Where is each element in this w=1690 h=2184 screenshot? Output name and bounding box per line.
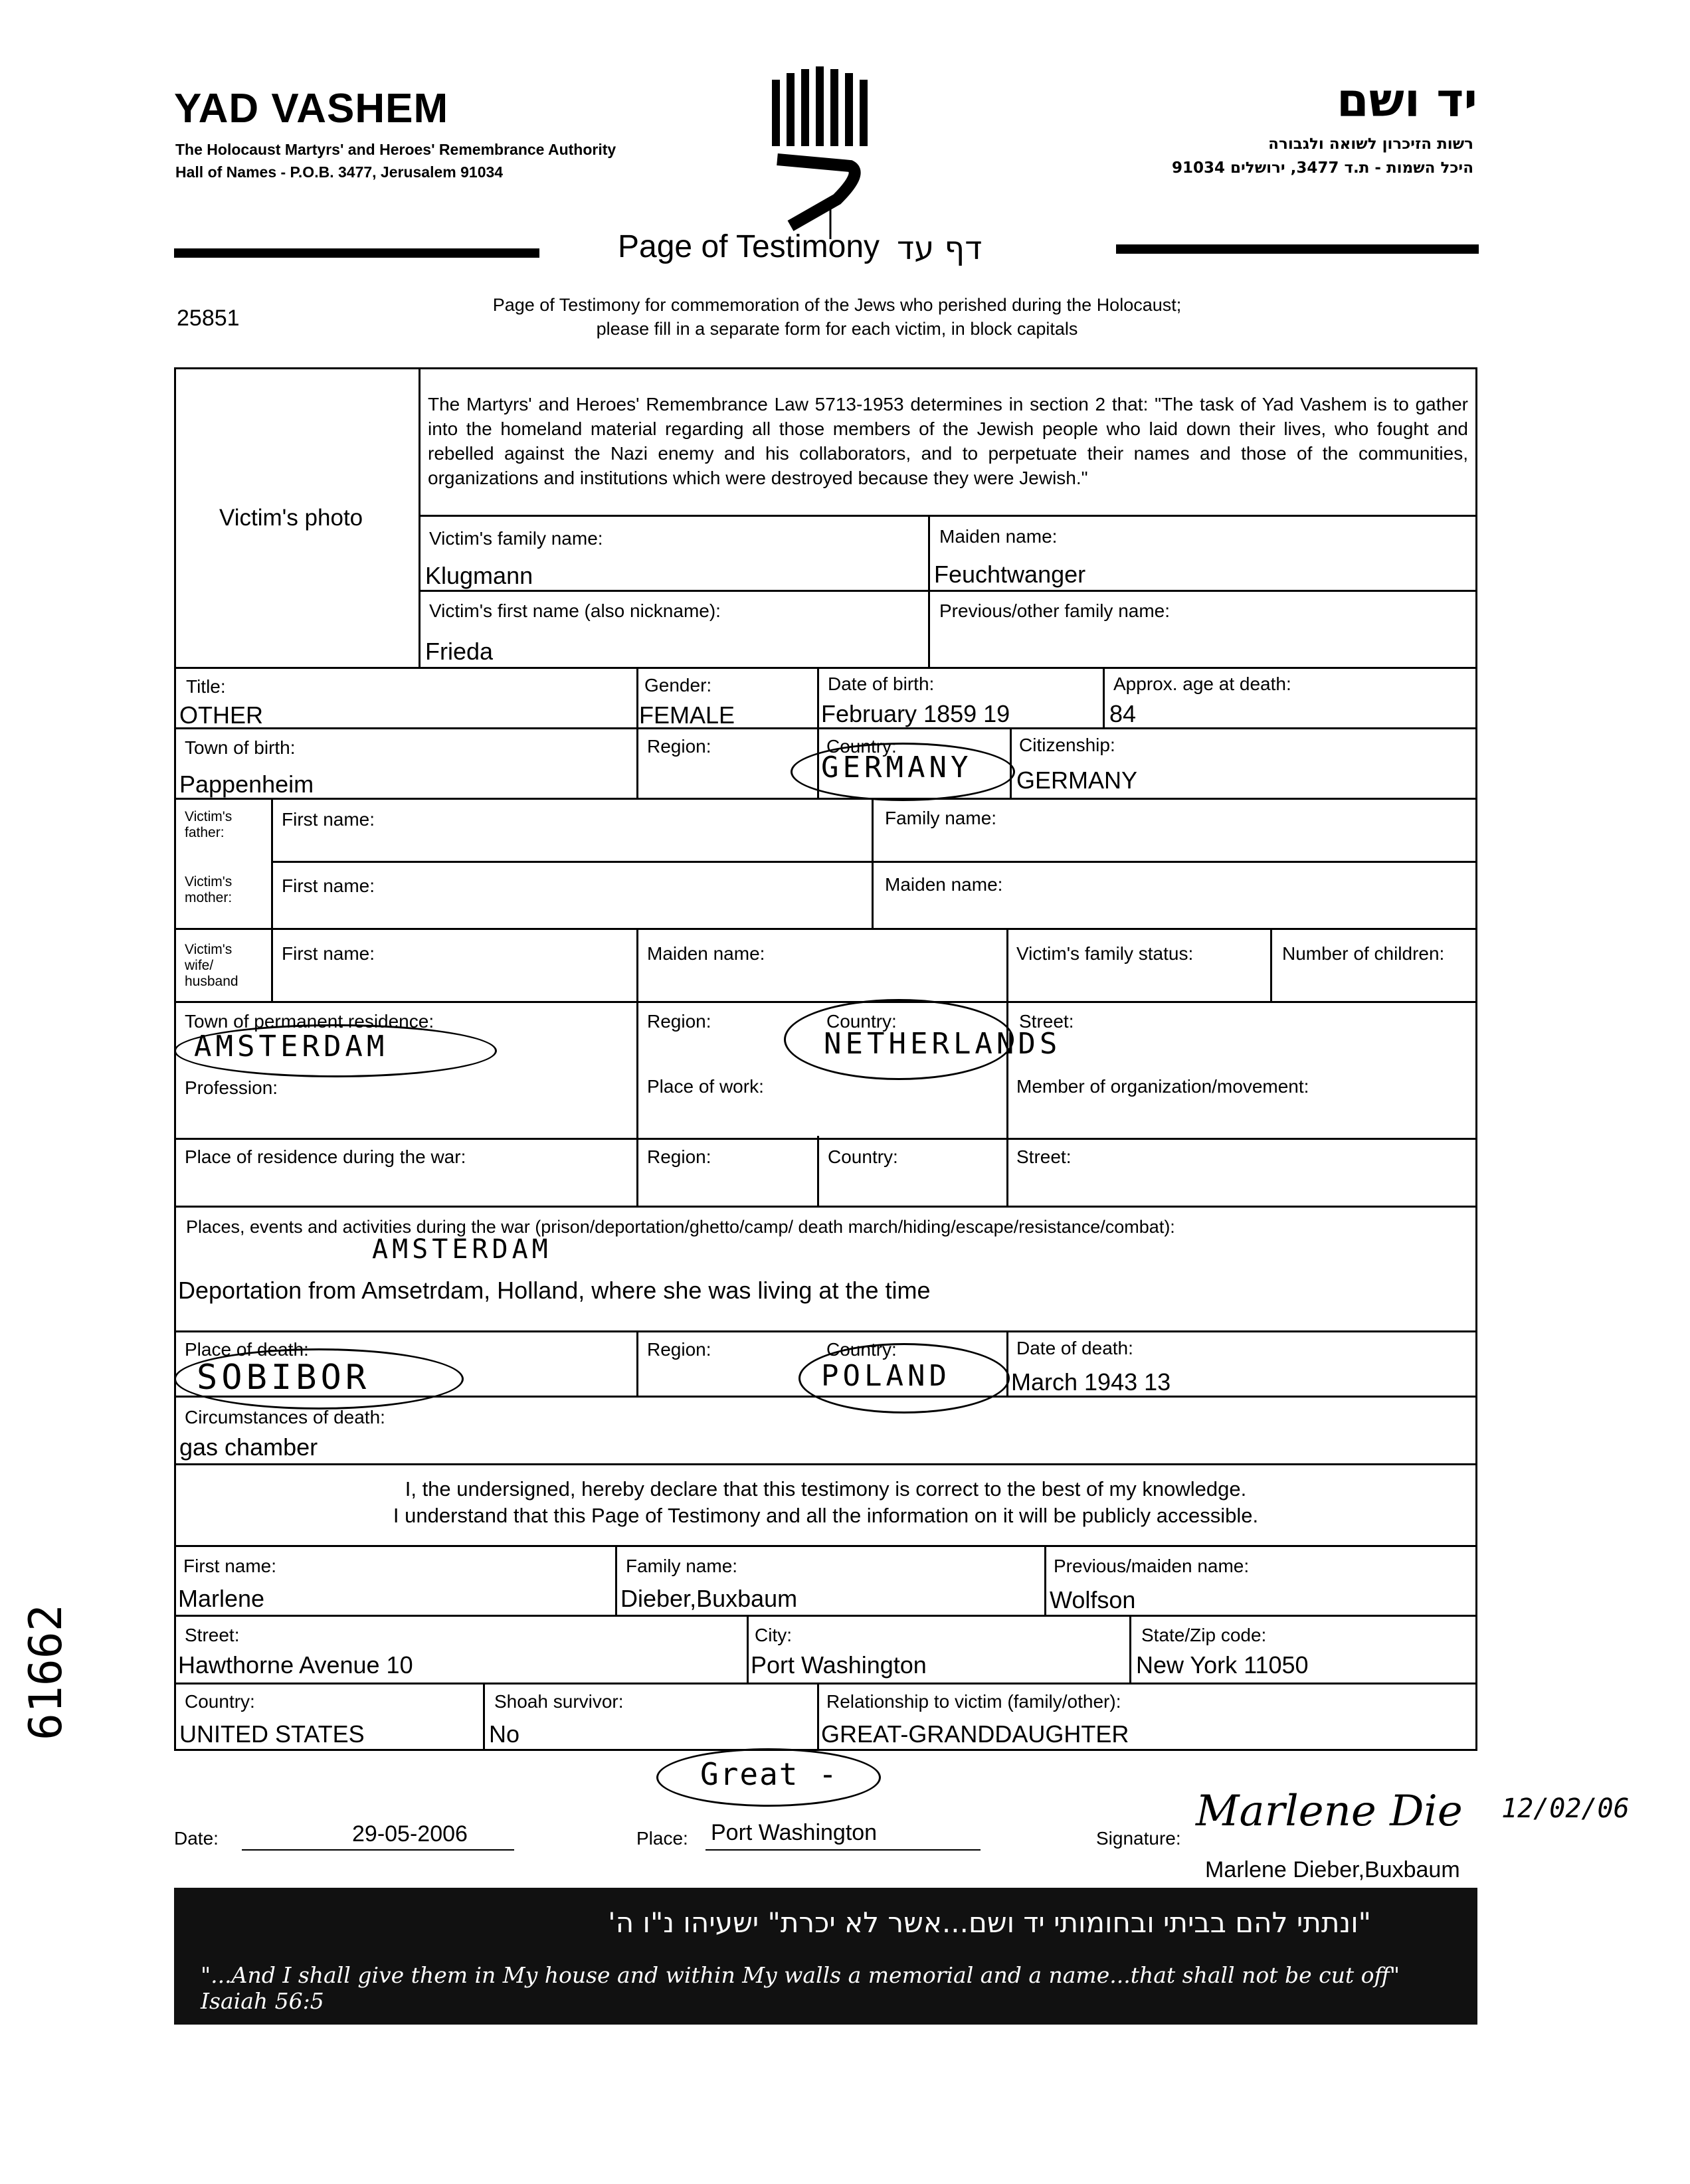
dob-value: February 1859 19 [821, 700, 1010, 727]
town-of-birth-label: Town of birth: [185, 737, 296, 758]
residence-street-label: Street: [1019, 1011, 1074, 1032]
death-country-handwritten: POLAND [821, 1359, 951, 1393]
date-of-death-label: Date of death: [1016, 1338, 1133, 1358]
grid-line [174, 667, 1477, 669]
place-of-death-label: Place of death: [185, 1339, 309, 1360]
region-label: Region: [647, 736, 711, 757]
place-underline [705, 1849, 981, 1851]
maiden-name-label: Maiden name: [939, 526, 1058, 547]
submitter-city: Port Washington [751, 1651, 927, 1679]
banner-english: "...And I shall give them in My house and within My walls a memorial and a name...that shall not be cut off" Isaiah 56:5 [201, 1962, 1400, 2014]
date-underline [242, 1849, 514, 1851]
number-of-children-label: Number of children: [1282, 943, 1445, 964]
header-rule-right [1116, 244, 1479, 254]
submitter-state-label: State/Zip code: [1141, 1625, 1267, 1645]
mother-first-name-label: First name: [282, 875, 375, 896]
war-region-label: Region: [647, 1146, 711, 1167]
relationship-value: GREAT-GRANDDAUGHTER [821, 1720, 1129, 1748]
grid-line [174, 798, 1477, 800]
submitter-first-name: Marlene [178, 1585, 265, 1612]
father-first-name-label: First name: [282, 809, 375, 830]
org-subtitle: The Holocaust Martyrs' and Heroes' Remembrance Authority [175, 141, 616, 158]
profession-label: Profession: [185, 1077, 278, 1098]
grid-line [419, 515, 1477, 517]
grid-line [174, 1206, 1477, 1208]
hebrew-title: יד ושם [1337, 73, 1477, 128]
signature-handwritten: Marlene Die [1196, 1787, 1463, 1836]
circumstances-label: Circumstances of death: [185, 1407, 385, 1427]
grid-line [817, 1136, 819, 1206]
death-country-label: Country: [826, 1339, 897, 1360]
town-residence-label: Town of permanent residence: [185, 1011, 434, 1032]
victim-first-name-label: Victim's first name (also nickname): [429, 600, 721, 621]
war-events-label: Places, events and activities during the war (prison/deportation/ghetto/camp/ death march/hiding/escape/resistance/combat): [186, 1217, 1175, 1237]
grid-line [174, 1330, 1477, 1332]
signature-label: Signature: [1096, 1828, 1181, 1849]
instructions-line2: please fill in a separate form for each victim, in block capitals [596, 319, 1078, 339]
grid-line [1270, 928, 1272, 1001]
war-street-label: Street: [1016, 1146, 1072, 1167]
grid-line [271, 798, 273, 1001]
grid-line [636, 667, 638, 800]
hebrew-subtitle: רשות הזיכרון לשואה ולגבורה [1268, 136, 1473, 153]
place-of-death-handwritten: SOBIBOR [197, 1358, 371, 1398]
shoah-survivor: No [489, 1720, 520, 1748]
country-label: Country: [826, 736, 897, 757]
org-address: Hall of Names - P.O.B. 3477, Jerusalem 91034 [175, 163, 504, 181]
place-of-work-label: Place of work: [647, 1076, 764, 1097]
form-number: 25851 [177, 306, 240, 331]
shoah-survivor-label: Shoah survivor: [494, 1691, 624, 1712]
war-events-handwritten: AMSTERDAM [372, 1234, 552, 1265]
grid-line [271, 861, 1477, 863]
law-text: The Martyrs' and Heroes' Remembrance Law 5713-1953 determines in section 2 that: "The task of Yad Vashem is to gather into the homeland material regarding all those members of the Jewish people who laid down their lives, who fought and rebelled against the Nazi enemy and his collaborators, and to perpetuate their names and those of the communities, organizations and institutions which were destroyed because they were Jewish." [428, 394, 1468, 488]
gender-label: Gender: [644, 675, 712, 695]
grid-line [1129, 1615, 1131, 1684]
declaration-line2: I understand that this Page of Testimony and all the information on it will be publicly accessible. [393, 1504, 1259, 1527]
victim-first-name: Frieda [425, 638, 494, 665]
side-number-handwritten: 61662 [20, 1604, 72, 1740]
grid-line [174, 1683, 1477, 1684]
spouse-maiden-name-label: Maiden name: [647, 943, 765, 964]
citizenship-value: GERMANY [1016, 767, 1138, 794]
page-title: Page of Testimony [618, 229, 880, 264]
grid-line [419, 590, 1477, 592]
victim-photo-label: Victim's photo [219, 505, 363, 531]
grid-line [1044, 1545, 1046, 1616]
war-events-value: Deportation from Amsetrdam, Holland, where she was living at the time [178, 1277, 931, 1304]
grid-line [483, 1683, 485, 1751]
submitter-prev-name: Wolfson [1050, 1586, 1136, 1613]
grid-line [174, 1001, 1477, 1003]
grid-line [174, 928, 1477, 930]
submitter-country: UNITED STATES [179, 1720, 365, 1748]
org-title: YAD VASHEM [174, 86, 449, 132]
mother-maiden-name-label: Maiden name: [885, 874, 1003, 895]
grid-line [615, 1545, 617, 1616]
country-of-birth-handwritten: GERMANY [821, 751, 973, 784]
family-status-label: Victim's family status: [1016, 943, 1194, 964]
previous-family-name-label: Previous/other family name: [939, 600, 1171, 621]
residence-country-handwritten: NETHERLANDS [824, 1027, 1062, 1061]
relationship-handwritten: Great - [700, 1756, 838, 1792]
submitter-state: New York 11050 [1136, 1651, 1309, 1679]
submitter-country-label: Country: [185, 1691, 255, 1712]
circumstances-value: gas chamber [179, 1433, 318, 1461]
victim-family-name-label: Victim's family name: [429, 528, 603, 549]
residence-region-label: Region: [647, 1011, 711, 1032]
residence-country-label: Country: [826, 1011, 897, 1032]
grid-line [817, 1683, 819, 1751]
submitter-street-label: Street: [185, 1625, 240, 1645]
place-value: Port Washington [711, 1820, 878, 1845]
gender-value: FEMALE [639, 701, 735, 729]
submitter-family-name-label: Family name: [626, 1556, 738, 1576]
submitter-prev-name-label: Previous/maiden name: [1054, 1556, 1250, 1576]
grid-line [174, 1545, 1477, 1547]
grid-line [174, 1138, 1477, 1140]
signature-name: Marlene Dieber,Buxbaum [1205, 1857, 1460, 1882]
age-label: Approx. age at death: [1113, 674, 1291, 694]
photo-divider [419, 367, 421, 669]
grid-line [1103, 667, 1105, 729]
submitter-family-name: Dieber,Buxbaum [620, 1585, 798, 1612]
age-value: 84 [1109, 700, 1137, 727]
yad-vashem-logo [764, 66, 877, 239]
page-title-hebrew: דף עד [897, 230, 983, 267]
spouse-first-name-label: First name: [282, 943, 375, 964]
grid-line [636, 928, 638, 1001]
signature-date-handwritten: 12/02/06 [1501, 1793, 1630, 1824]
town-residence-handwritten: AMSTERDAM [194, 1030, 389, 1063]
victim-family-name: Klugmann [425, 562, 533, 589]
grid-line [1006, 1330, 1008, 1398]
submitter-city-label: City: [755, 1625, 792, 1645]
town-of-birth: Pappenheim [179, 771, 314, 798]
grid-line [636, 1001, 638, 1206]
hebrew-address: היכל השמות - ת.ד 3477, ירושלים 91034 [1171, 159, 1473, 177]
grid-line [747, 1615, 749, 1684]
dob-label: Date of birth: [828, 674, 935, 694]
grid-line [174, 1463, 1477, 1465]
death-region-label: Region: [647, 1339, 711, 1360]
quote-banner [174, 1888, 1477, 2025]
father-family-name-label: Family name: [885, 808, 997, 828]
place-label: Place: [636, 1828, 688, 1849]
declaration-line1: I, the undersigned, hereby declare that this testimony is correct to the best of my knowledge. [405, 1477, 1247, 1501]
membership-label: Member of organization/movement: [1016, 1076, 1309, 1097]
grid-line [636, 1330, 638, 1398]
grid-line [174, 1615, 1477, 1617]
date-value: 29-05-2006 [352, 1821, 468, 1847]
war-country-label: Country: [828, 1146, 898, 1167]
instructions-line1: Page of Testimony for commemoration of the Jews who perished during the Holocaust; [492, 295, 1182, 315]
submitter-street: Hawthorne Avenue 10 [178, 1651, 413, 1679]
citizenship-label: Citizenship: [1019, 735, 1115, 755]
submitter-first-name-label: First name: [183, 1556, 277, 1576]
father-label: Victim's father: [185, 809, 233, 840]
relationship-label: Relationship to victim (family/other): [826, 1691, 1121, 1712]
spouse-label: Victim's wife/ husband [185, 942, 238, 989]
war-residence-label: Place of residence during the war: [185, 1146, 466, 1167]
title-label: Title: [186, 676, 226, 697]
grid-line [928, 515, 930, 669]
header-rule-left [174, 248, 539, 258]
title-value: OTHER [179, 701, 263, 729]
date-of-death: March 1943 13 [1011, 1368, 1171, 1396]
date-label: Date: [174, 1828, 219, 1849]
maiden-name: Feuchtwanger [934, 561, 1086, 588]
mother-label: Victim's mother: [185, 874, 233, 905]
banner-hebrew: "ונתתי להם בביתי ובחומותי יד ושם...אשר לא יכרת" ישעיהו נ"ו ה' [608, 1906, 1371, 1939]
grid-line [872, 798, 874, 928]
grid-line [1006, 928, 1008, 1001]
